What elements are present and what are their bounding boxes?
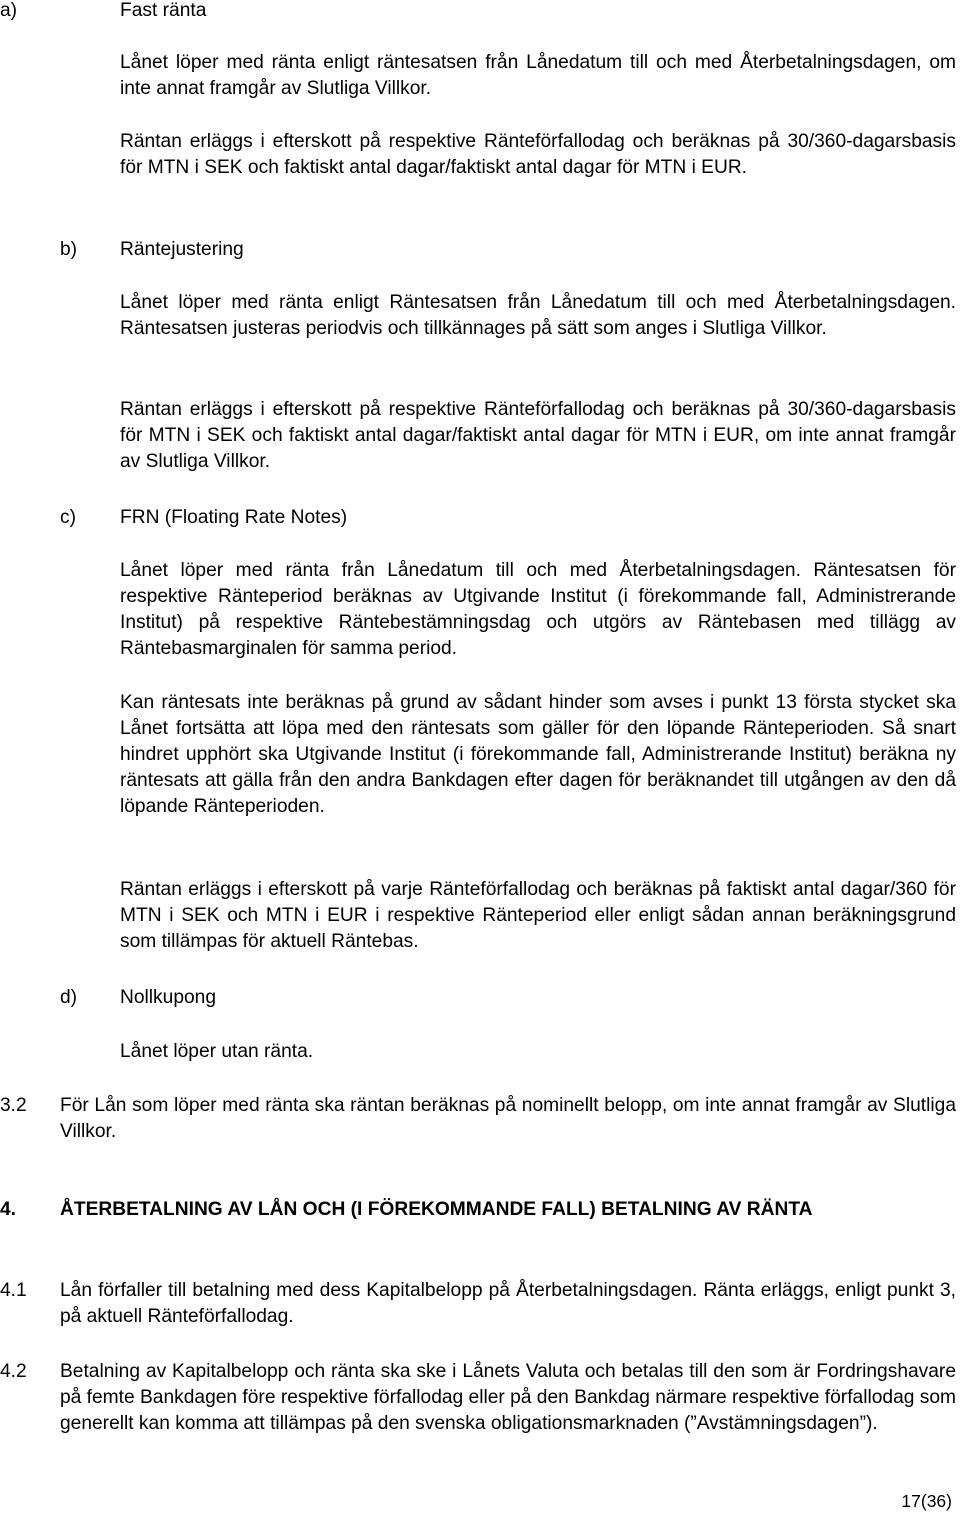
section-4-2-text: Betalning av Kapitalbelopp och ränta ska ske i Lånets Valuta och betalas till den som är Fordringshavare på femte Bankdagen före respektive förfallodag eller på den Bankdag närmare respektive förfallodag som generellt kan komma att tillämpas på den svenska obligationsmarknaden (”Avstämningsdagen”).: [60, 1361, 956, 1434]
item-d-paragraph-1: Lånet löper utan ränta.: [120, 1041, 314, 1062]
item-a-paragraph-1: Lånet löper med ränta enligt räntesatsen från Lånedatum till och med Återbetalningsdagen, om inte annat framgår av Slutliga Villkor.: [120, 52, 956, 99]
item-c-heading: FRN (Floating Rate Notes): [120, 507, 348, 528]
item-a-label: a): [0, 0, 18, 21]
section-4-2-number: 4.2: [0, 1361, 27, 1382]
section-4-title: ÅTERBETALNING AV LÅN OCH (I FÖREKOMMANDE FALL) BETALNING AV RÄNTA: [60, 1199, 813, 1220]
section-4-1-text: Lån förfaller till betalning med dess Kapitalbelopp på Återbetalningsdagen. Ränta erläggs, enligt punkt 3, på aktuell Ränteförfallodag.: [60, 1280, 956, 1327]
item-c-paragraph-2: Kan räntesats inte beräknas på grund av sådant hinder som avses i punkt 13 första stycket ska Lånet fortsätta att löpa med den räntesats som gäller för den löpande Ränteperioden. Så snart hindret upphört ska Utgivande Institut (i förekommande fall, Administrerande Institut) beräkna ny räntesats att gälla från den andra Bankdagen efter dagen för beräknandet till utgången av den då löpande Ränteperioden.: [120, 692, 956, 817]
item-b-heading: Räntejustering: [120, 239, 244, 260]
item-c-label: c): [60, 507, 76, 528]
item-d-label: d): [60, 987, 78, 1008]
item-b-paragraph-2: Räntan erläggs i efterskott på respektive Ränteförfallodag och beräknas på 30/360-dagarsbasis för MTN i SEK och faktiskt antal dagar/faktiskt antal dagar för MTN i EUR, om inte annat framgår av Slutliga Villkor.: [120, 399, 956, 472]
item-a-paragraph-2: Räntan erläggs i efterskott på respektive Ränteförfallodag och beräknas på 30/360-dagarsbasis för MTN i SEK och faktiskt antal dagar/faktiskt antal dagar för MTN i EUR.: [120, 131, 956, 178]
section-4-number: 4.: [0, 1199, 17, 1220]
item-c-paragraph-3: Räntan erläggs i efterskott på varje Ränteförfallodag och beräknas på faktiskt antal dagar/360 för MTN i SEK och MTN i EUR i respektive Ränteperiod eller enligt sådan annan beräkningsgrund som tillämpas för aktuell Räntebas.: [120, 879, 956, 952]
section-4-1-number: 4.1: [0, 1280, 27, 1301]
item-d-heading: Nollkupong: [120, 987, 217, 1008]
section-3-2-number: 3.2: [0, 1095, 27, 1116]
page-number: 17(36): [901, 1491, 952, 1511]
section-3-2-text: För Lån som löper med ränta ska räntan beräknas på nominellt belopp, om inte annat framgår av Slutliga Villkor.: [60, 1095, 956, 1142]
item-b-label: b): [60, 239, 78, 260]
item-b-paragraph-1: Lånet löper med ränta enligt Räntesatsen från Lånedatum till och med Återbetalningsdagen. Räntesatsen justeras periodvis och tillkännages på sätt som anges i Slutliga Villkor.: [120, 292, 956, 339]
item-a-heading: Fast ränta: [120, 0, 207, 21]
item-c-paragraph-1: Lånet löper med ränta från Lånedatum till och med Återbetalningsdagen. Räntesatsen för respektive Ränteperiod beräknas av Utgivande Institut (i förekommande fall, Administrerande Institut) på respektive Räntebestämningsdag och utgörs av Räntebasen med tillägg av Räntebasmarginalen för samma period.: [120, 560, 956, 659]
